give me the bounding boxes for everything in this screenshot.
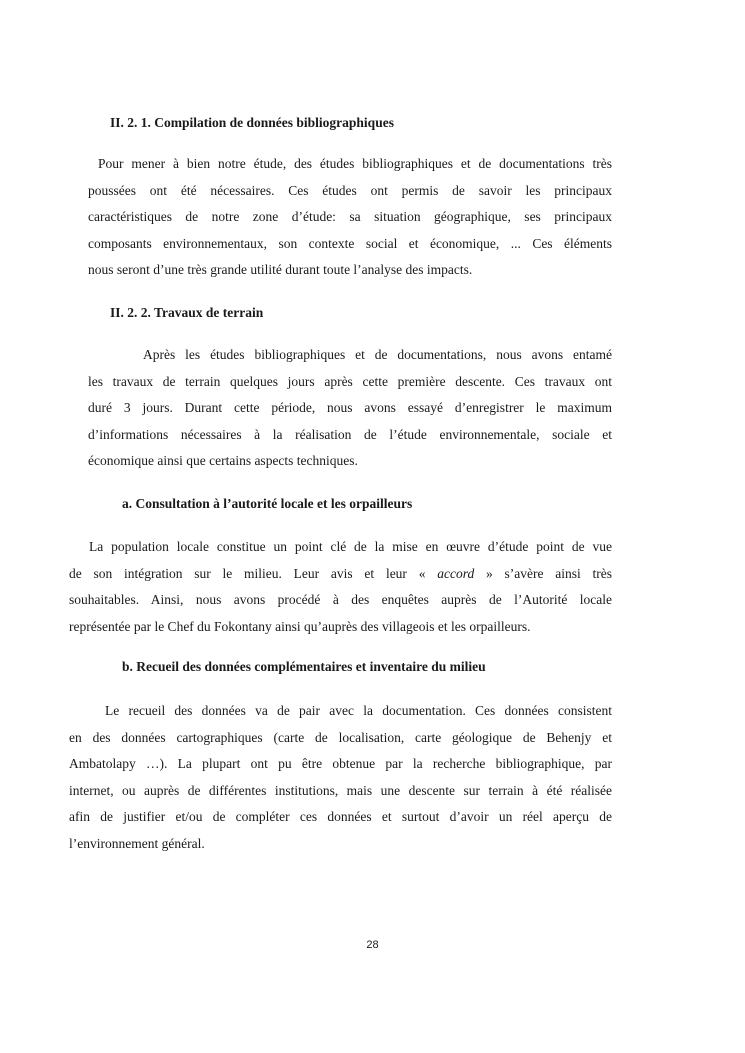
paragraph-line: souhaitables. Ainsi, nous avons procédé à des enquêtes auprès de l’Autorité locale [69, 592, 612, 607]
accord-emphasis: accord [437, 565, 475, 581]
paragraph-line: poussées ont été nécessaires. Ces études ont permis de savoir les principaux [88, 182, 612, 198]
paragraph-travaux-terrain [88, 342, 612, 475]
paragraph-recueil-donnees [69, 698, 612, 857]
paragraph-line: La population locale constitue un point clé de la mise en œuvre d’étude point de vue [89, 539, 612, 554]
paragraph-consultation [69, 534, 612, 640]
paragraph-compilation [88, 151, 612, 284]
paragraph-line: d’informations nécessaires à la réalisation de l’étude environnementale, sociale et [88, 426, 612, 442]
subsection-heading-recueil-donnees: b. Recueil des données complémentaires et inventaire du milieu [122, 659, 486, 674]
text-after-accord: » s’avère ainsi très [474, 565, 612, 581]
paragraph-line: afin de justifier et/ou de compléter ces données et surtout d’avoir un réel aperçu de [69, 809, 612, 824]
paragraph-line: économique ainsi que certains aspects techniques. [88, 453, 358, 468]
paragraph-line: Pour mener à bien notre étude, des études bibliographiques et de documentations très [98, 156, 612, 171]
paragraph-line: internet, ou auprès de différentes institutions, mais une descente sur terrain à été réalisée [69, 782, 612, 798]
paragraph-line: caractéristiques de notre zone d’étude: sa situation géographique, ses principaux [88, 209, 612, 224]
paragraph-line: Le recueil des données va de pair avec la documentation. Ces données consistent [105, 703, 612, 718]
paragraph-line [69, 561, 612, 588]
paragraph-line: représentée par le Chef du Fokontany ainsi qu’auprès des villageois et les orpailleurs. [69, 618, 531, 634]
paragraph-line: Ambatolapy …). La plupart ont pu être obtenue par la recherche bibliographique, par [69, 756, 612, 771]
section-heading-travaux-terrain: II. 2. 2. Travaux de terrain [110, 305, 264, 320]
paragraph-line: duré 3 jours. Durant cette période, nous avons essayé d’enregistrer le maximum [88, 400, 612, 415]
paragraph-line: Après les études bibliographiques et de documentations, nous avons entamé [143, 347, 612, 362]
section-heading-compilation: II. 2. 1. Compilation de données bibliographiques [110, 115, 394, 130]
page-number: 28 [366, 939, 379, 951]
paragraph-line: l’environnement général. [69, 835, 205, 851]
paragraph-line: en des données cartographiques (carte de localisation, carte géologique de Behenjy et [69, 729, 612, 745]
text-before-accord: de son intégration sur le milieu. Leur avis et leur « [69, 565, 438, 581]
paragraph-line: les travaux de terrain quelques jours après cette première descente. Ces travaux ont [88, 373, 612, 389]
subsection-heading-consultation: a. Consultation à l’autorité locale et les orpailleurs [122, 496, 413, 511]
paragraph-line: nous seront d’une très grande utilité durant toute l’analyse des impacts. [88, 262, 473, 277]
paragraph-line: composants environnementaux, son contexte social et économique, ... Ces éléments [88, 235, 612, 251]
